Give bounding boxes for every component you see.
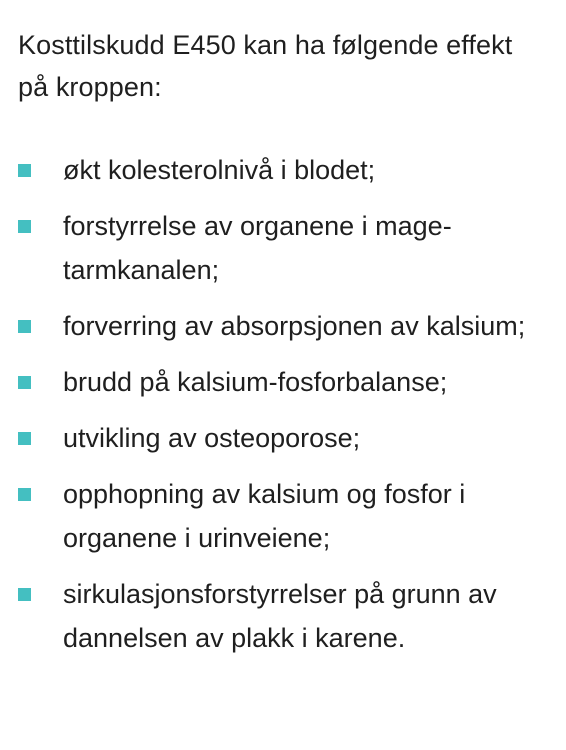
- list-item: [18, 304, 548, 348]
- square-bullet-icon: [18, 432, 31, 445]
- list-item: [18, 416, 548, 460]
- list-item: [18, 572, 548, 660]
- list-item-text: opphopning av kalsium og fosfor i organene i urinveiene;: [63, 479, 466, 553]
- square-bullet-icon: [18, 220, 31, 233]
- list-item-text: utvikling av osteoporose;: [63, 423, 361, 453]
- square-bullet-icon: [18, 164, 31, 177]
- list-item-text: brudd på kalsium-fosforbalanse;: [63, 367, 448, 397]
- list-item-text: forverring av absorpsjonen av kalsium;: [63, 311, 526, 341]
- square-bullet-icon: [18, 588, 31, 601]
- list-item: [18, 204, 548, 292]
- square-bullet-icon: [18, 320, 31, 333]
- list-item: [18, 148, 548, 192]
- effects-list: [18, 148, 548, 660]
- list-item-text: sirkulasjonsforstyrrelser på grunn av dannelsen av plakk i karene.: [63, 579, 497, 653]
- intro-paragraph: Kosttilskudd E450 kan ha følgende effekt på kroppen:: [18, 30, 513, 102]
- square-bullet-icon: [18, 488, 31, 501]
- list-item: [18, 472, 548, 560]
- list-item-text: økt kolesterolnivå i blodet;: [63, 155, 376, 185]
- square-bullet-icon: [18, 376, 31, 389]
- list-item-text: forstyrrelse av organene i mage-tarmkanalen;: [63, 211, 452, 285]
- list-item: [18, 360, 548, 404]
